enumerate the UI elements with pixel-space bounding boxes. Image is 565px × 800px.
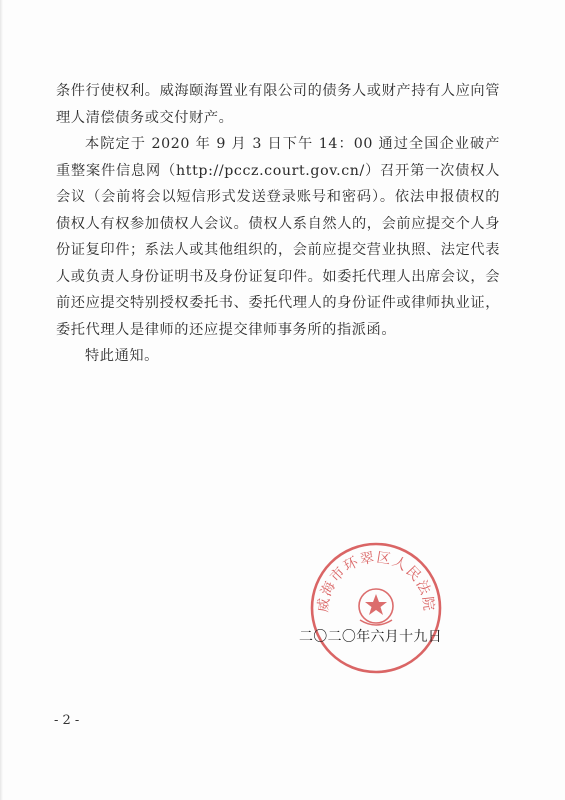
page-number: - 2 -: [54, 713, 80, 728]
paragraph-1: 条件行使权利。威海颐海置业有限公司的债务人或财产持有人应向管理人清偿债务或交付财产。: [56, 83, 500, 126]
document-body: [56, 78, 500, 370]
seal-emblem-icon: [359, 589, 393, 625]
svg-text:威海市环翠区人民法院: 威海市环翠区人民法院: [315, 549, 437, 614]
issue-date: 二〇二〇年六月十九日: [299, 629, 442, 645]
court-seal: [308, 540, 444, 676]
page-edge-shadow: [0, 0, 3, 800]
paragraph-3: 特此通知。: [85, 348, 159, 364]
paragraph-2: 本院定于 2020 年 9 月 3 日下午 14：00 通过全国企业破产重整案件信息网（http://pccz.court.gov.cn/）召开第一次债权人会议（会前将会以短信形式发送登录账号和密码）。依法申报债权的债权人有权参加债权人会议。债权人系自然人的，会前应提交个人身份证复印件；系法人或其他组织的，会前应提交营业执照、法定代表人或负责人身份证明书及身份证复印件。如委托代理人出席会议，会前还应提交特别授权委托书、委托代理人的身份证件或律师执业证，委托代理人是律师的还应提交律师事务所的指派函。: [56, 136, 500, 338]
